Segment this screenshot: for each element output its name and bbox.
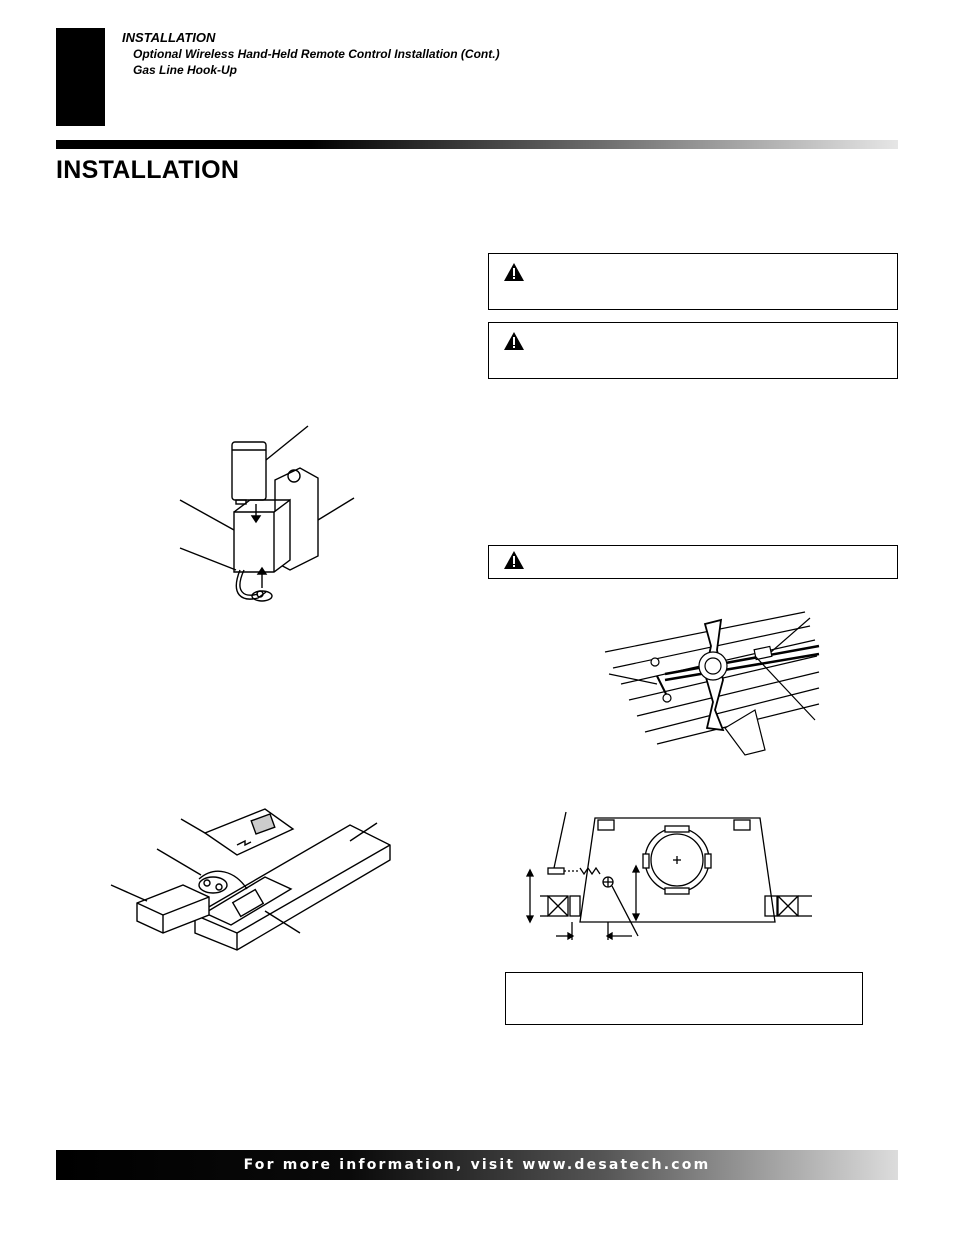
gas-line-figure bbox=[605, 610, 825, 760]
warning-box-2 bbox=[488, 322, 898, 379]
warning-triangle-icon bbox=[503, 550, 525, 570]
section-tab bbox=[56, 28, 105, 126]
warning-triangle-icon bbox=[503, 331, 525, 351]
note-box bbox=[505, 972, 863, 1025]
receiver-battery-figure bbox=[170, 420, 370, 610]
header-rule bbox=[56, 140, 898, 149]
header-subsection-remote: Optional Wireless Hand-Held Remote Control Installation (Cont.) bbox=[133, 47, 500, 61]
header-subsection-gas-line: Gas Line Hook-Up bbox=[133, 63, 238, 77]
header-section: INSTALLATION bbox=[122, 30, 216, 45]
warning-box-1 bbox=[488, 253, 898, 310]
footer-website-text: For more information, visit www.desatech.com bbox=[243, 1157, 711, 1173]
remote-battery-figure bbox=[105, 805, 405, 965]
floor-plan-figure bbox=[520, 810, 820, 950]
warning-box-3 bbox=[488, 545, 898, 579]
warning-triangle-icon bbox=[503, 262, 525, 282]
page-title: INSTALLATION bbox=[56, 156, 240, 184]
